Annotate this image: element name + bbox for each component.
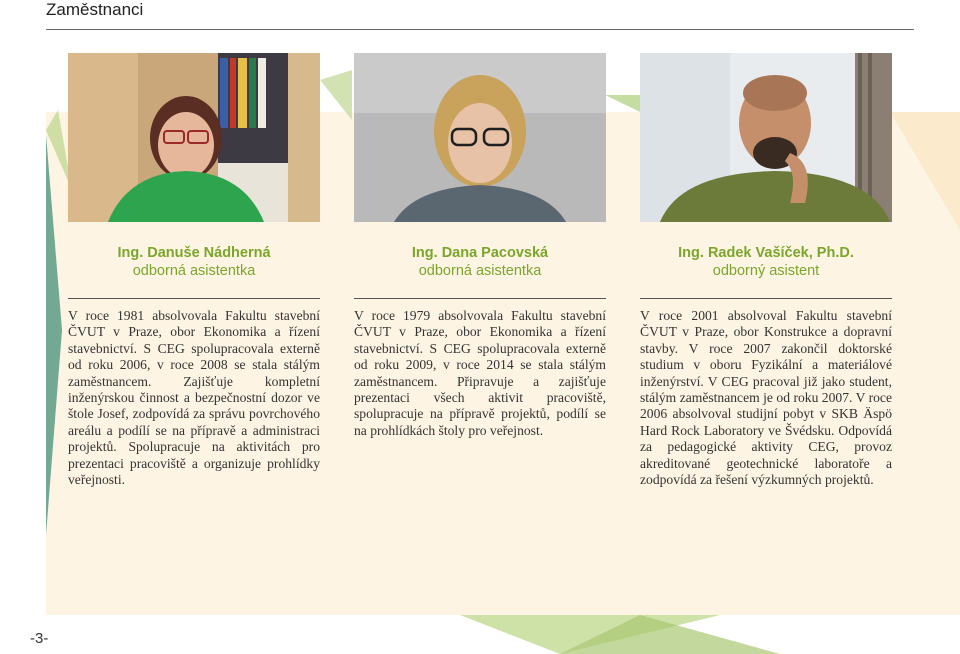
column-divider-1 [68, 298, 320, 299]
staff-role: odborná asistentka [418, 263, 542, 279]
staff-name-block-2 [354, 244, 606, 280]
staff-name-block-1 [68, 244, 320, 280]
staff-name: Ing. Dana Pacovská [411, 245, 549, 261]
page-number: -3- [30, 630, 49, 647]
section-title: Zaměstnanci [46, 0, 144, 19]
column-divider-2 [354, 298, 606, 299]
staff-name: Ing. Radek Vašíček, Ph.D. [678, 245, 854, 261]
staff-bio-1: V roce 1981 absolvovala Fakultu stavební ČVUT v Praze, obor Ekonomika a řízení stavebnictví. S CEG spolupracovala externě od roku 2006, v roce 2008 se stala stálým zaměstnancem. Zajišťuje kompletní inženýrskou činnost a bezpečnostní dozor ve štole Josef, zodpovídá za správu povrchového areálu a podílí se na přípravě a administraci projektů. Spolupracuje na aktivitách pro prezentaci pracoviště a organizuje prohlídky veřejnosti. [68, 308, 320, 488]
staff-name: Ing. Danuše Nádherná [117, 245, 271, 261]
title-divider [46, 29, 914, 30]
column-divider-3 [640, 298, 892, 299]
staff-role: odborná asistentka [132, 263, 256, 279]
staff-role: odborný asistent [712, 263, 820, 279]
portrait-photo-3 [640, 53, 892, 222]
staff-name-block-3 [640, 244, 892, 280]
portrait-photo-2 [354, 53, 606, 222]
staff-bio-2: V roce 1979 absolvovala Fakultu stavební ČVUT v Praze, obor Ekonomika a řízení stavebnictví. S CEG spolupracovala externě od roku 2009, v roce 2014 se stala stálým zaměstnancem. Připravuje a zajišťuje prezentaci všech aktivit pracoviště, spolupracuje na přípravě projektů, podílí se na prohlídkách štoly pro veřejnost. [354, 308, 606, 438]
portrait-photo-1 [68, 53, 320, 222]
staff-bio-3: V roce 2001 absolvoval Fakultu stavební ČVUT v Praze, obor Konstrukce a dopravní stavby. V roce 2007 zakončil doktorské studium v oboru Fyzikální a materiálové inženýrství. V CEG pracoval již jako student, stálým zaměstnancem je od roku 2007. V roce 2006 absolvoval studijní pobyt v SKB Äspö Hard Rock Laboratory ve Švédsku. Odpovídá za pedagogické aktivity CEG, provoz akreditované geotechnické laboratoře a zodpovídá za řešení výzkumných projektů. [640, 308, 892, 488]
